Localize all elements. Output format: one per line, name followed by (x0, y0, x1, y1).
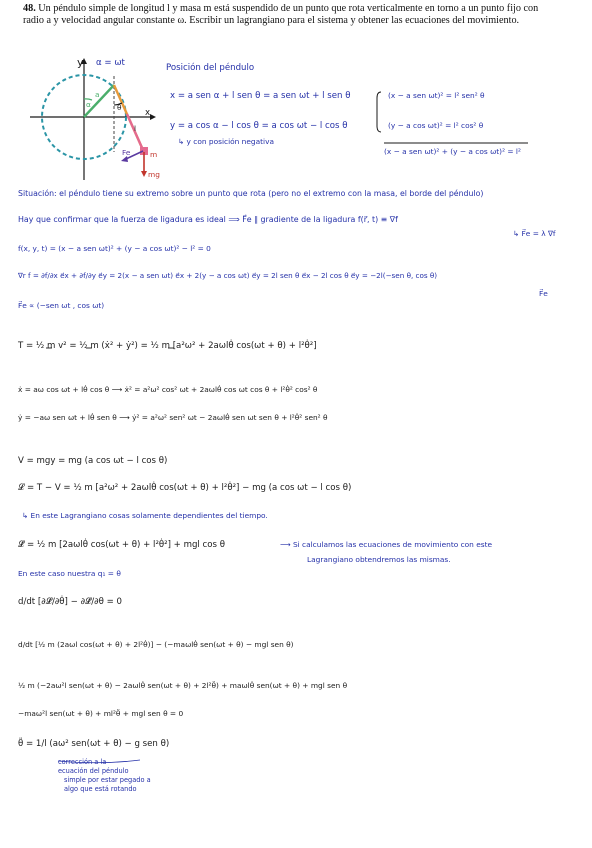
fe-lambda: ↳ F⃗e = λ ∇f (513, 229, 556, 238)
potential-V: V = mgy = mg (a cos ωt − l cos θ) (18, 456, 168, 466)
euler-result: θ̈ = 1/l (aω² sen(ωt + θ) − g sen θ) (18, 739, 170, 749)
bracket-brace (377, 92, 381, 132)
l-label: l (134, 124, 137, 133)
result-note-3: simple por estar pegado a (64, 776, 151, 784)
problem-number: 48. (23, 3, 36, 14)
position-y-note: ↳ y con posición negativa (178, 137, 274, 146)
euler-simplified: −maω²l sen(ωt + θ) + ml²θ̈ + mgl sen θ = 0 (18, 709, 184, 718)
alpha-label: α (86, 100, 91, 109)
result-note-4: algo que está rotando (64, 785, 137, 793)
lagrangian-tilde-note-2: Lagrangiano obtendremos las mismas. (307, 555, 451, 564)
lagrangian-tilde: 𝓛̃ = ½ m [2aωlθ̇ cos(ωt + θ) + l²θ̇²] + mgl cos θ (18, 540, 226, 550)
m-label: m (150, 150, 158, 159)
euler-general: d/dt [∂𝓛̃/∂θ̇] − ∂𝓛̃/∂θ = 0 (18, 597, 122, 607)
a-label: a (95, 90, 100, 99)
constraint-equation: f(x, y, t) = (x − a sen ωt)² + (y − a cos ωt)² − l² = 0 (18, 244, 211, 253)
lagrangian-tilde-note-1: ⟶ Si calculamos las ecuaciones de movimiento con este (280, 540, 493, 549)
lagrangian-note: ↳ En este Lagrangiano cosas solamente dependientes del tiempo. (22, 511, 268, 520)
result-note-1: corrección a la (58, 758, 107, 766)
fe-proportional: F⃗e ∝ (−sen ωt , cos ωt) (18, 301, 105, 310)
bracket-eq-1: (x − a sen ωt)² = l² sen² θ (388, 91, 485, 100)
y-axis-label: y (77, 56, 84, 69)
ydot-equation: ẏ = −aω sen ωt + lθ̇ sen θ ⟶ ẏ² = a²ω² sen² ωt − 2aωlθ̇ sen ωt sen θ + l²θ̇² sen² θ (18, 413, 328, 422)
mg-arrowhead (141, 171, 147, 177)
euler-expanded: ½ m (−2aω²l sen(ωt + θ) − 2aωlθ̇ sen(ωt + θ) + 2l²θ̈) + maωlθ̇ sen(ωt + θ) + mgl sen θ (18, 681, 348, 690)
fe-label: Fe (122, 148, 131, 157)
bracket-eq-2: (y − a cos ωt)² = l² cos² θ (388, 121, 484, 130)
fe-under-label: F⃗e (539, 289, 548, 298)
x-axis-label: x (145, 108, 151, 118)
alpha-eq-label: α = ωt (96, 58, 125, 68)
theta-label: θ (117, 103, 122, 112)
q-line: En este caso nuestra q₁ = θ (18, 569, 121, 578)
result-note-2: ecuación del péndulo (58, 767, 129, 775)
x-axis-arrow (150, 114, 156, 120)
position-heading: Posición del péndulo (166, 63, 255, 73)
xdot-equation: ẋ = aω cos ωt + lθ̇ cos θ ⟶ ẋ² = a²ω² cos² ωt + 2aωlθ̇ cos ωt cos θ + l²θ̇² cos² θ (18, 385, 318, 394)
situation-line: Situación: el péndulo tiene su extremo sobre un punto que rota (pero no el extremo con la masa, el borde del péndulo) (18, 189, 484, 198)
ideal-line: Hay que confirmar que la fuerza de ligadura es ideal ⟹ F⃗e ∥ gradiente de la ligadura f(r⃗, t) ≡ ∇f (18, 215, 398, 224)
lagrangian-L: 𝓛 = T − V = ½ m [a²ω² + 2aωlθ̇ cos(ωt + θ) + l²θ̇²] − mg (a cos ωt − l cos θ) (18, 483, 352, 493)
problem-text: Un péndulo simple de longitud l y masa m está suspendido de un punto que rota verticalmente en torno a un punto fijo con radio a y velocidad angular constante ω. Escribir un lagrangiano para el sistema y obtener las ecuaciones del movimiento. (23, 3, 539, 26)
gradient-equation: ∇r f = ∂f/∂x e⃗x + ∂f/∂y e⃗y = 2(x − a sen ωt) e⃗x + 2(y − a cos ωt) e⃗y = 2l sen θ e⃗x − 2l cos θ e⃗y = −2l(−sen θ, cos θ) (18, 271, 438, 280)
position-x-equation: x = a sen α + l sen θ = a sen ωt + l sen θ (170, 91, 351, 101)
mg-label: mg (148, 170, 160, 179)
bracket-sum: (x − a sen ωt)² + (y − a cos ωt)² = l² (384, 147, 521, 156)
position-y-equation: y = a cos α − l cos θ = a cos ωt − l cos θ (170, 121, 348, 131)
kinetic-T: T = ½ m v² = ½ m (ẋ² + ẏ²) = ½ m [a²ω² + 2aωlθ̇ cos(ωt + θ) + l²θ̇²] (18, 341, 317, 351)
euler-substituted: d/dt [½ m (2aωl cos(ωt + θ) + 2l²θ̇)] − (−maωlθ̇ sen(ωt + θ) − mgl sen θ) (18, 640, 294, 649)
